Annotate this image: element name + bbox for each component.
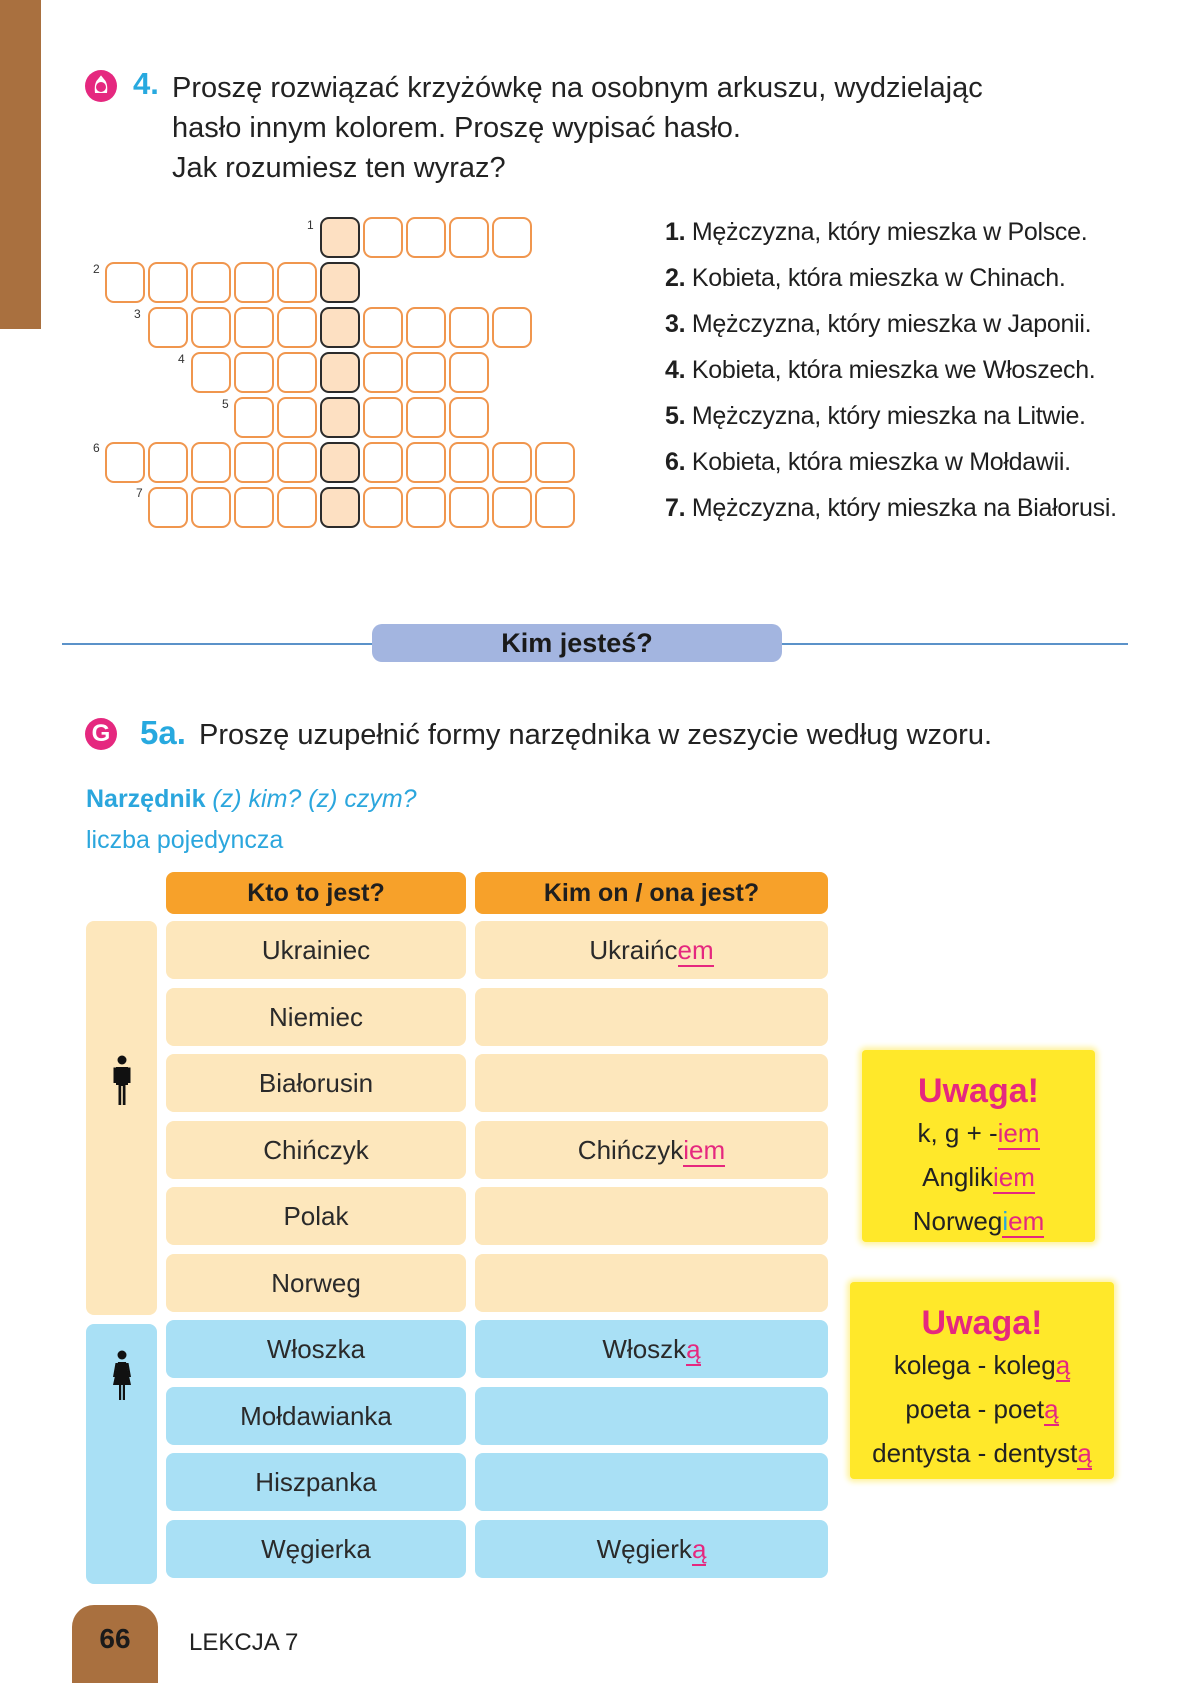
clue-item <box>665 494 1117 540</box>
crossword-cell <box>363 352 403 393</box>
crossword-cell <box>406 352 446 393</box>
side-strip <box>0 0 41 329</box>
crossword-clues <box>665 218 1117 540</box>
crossword-cell <box>234 352 274 393</box>
male-group <box>86 921 157 1315</box>
crossword-cell <box>277 487 317 528</box>
grammar-g-icon: G <box>85 718 117 750</box>
crossword-cell <box>406 487 446 528</box>
crossword-key-cell <box>320 352 360 393</box>
crossword-number: 1 <box>307 218 314 232</box>
exercise-4-number: 4. <box>133 66 159 101</box>
crossword-key-cell <box>320 217 360 258</box>
column-header-instrumental: Kim on / ona jest? <box>475 872 828 914</box>
crossword-cell <box>406 397 446 438</box>
clue-text: Mężczyzna, który mieszka na Litwie. <box>685 402 1086 430</box>
answer-stem: Chińczyk <box>577 1135 684 1165</box>
crossword-cell <box>363 307 403 348</box>
crossword-key-cell <box>320 397 360 438</box>
man-icon <box>110 1055 134 1107</box>
crossword-cell <box>449 307 489 348</box>
crossword-cell <box>492 442 532 483</box>
crossword-cell <box>406 217 446 258</box>
answer-stem: Ukraińc <box>589 935 678 965</box>
crossword-cell <box>148 442 188 483</box>
clue-number: 1. <box>665 218 686 246</box>
clue-number: 5. <box>665 402 686 430</box>
note-line: poeta - poetą <box>905 1394 1059 1424</box>
clue-text: Kobieta, która mieszka w Mołdawii. <box>685 448 1071 476</box>
table-cell-blank[interactable] <box>475 988 828 1046</box>
crossword-key-cell <box>320 442 360 483</box>
clue-item <box>665 310 1117 356</box>
crossword-cell <box>492 307 532 348</box>
crossword-cell <box>234 442 274 483</box>
answer-ending: ą <box>691 1534 707 1564</box>
note-line: dentysta - dentystą <box>872 1438 1092 1468</box>
note-title: Uwaga! <box>921 1304 1043 1342</box>
note-title: Uwaga! <box>918 1072 1039 1110</box>
clue-number: 7. <box>665 494 686 522</box>
table-cell-base: Włoszka <box>166 1320 466 1378</box>
grammar-heading <box>86 785 417 814</box>
crossword-cell <box>363 487 403 528</box>
table-cell-answer <box>475 921 828 979</box>
section-title: Kim jesteś? <box>372 624 782 662</box>
crossword-cell <box>363 442 403 483</box>
table-cell-base: Węgierka <box>166 1520 466 1578</box>
answer-stem: Włoszk <box>602 1334 687 1364</box>
grammar-questions: (z) kim? (z) czym? <box>205 785 417 813</box>
exercise-4-instruction <box>172 68 983 188</box>
clue-item <box>665 264 1117 310</box>
clue-text: Mężczyzna, który mieszka w Japonii. <box>685 310 1092 338</box>
crossword-cell <box>277 397 317 438</box>
crossword-cell <box>191 352 231 393</box>
crossword-cell <box>449 487 489 528</box>
crossword-key-cell <box>320 262 360 303</box>
table-cell-base: Polak <box>166 1187 466 1245</box>
crossword-cell <box>492 217 532 258</box>
clue-item <box>665 448 1117 494</box>
clue-text: Mężczyzna, który mieszka na Białorusi. <box>685 494 1117 522</box>
crossword-cell <box>105 262 145 303</box>
note-line: Anglikiem <box>922 1162 1035 1192</box>
clue-text: Kobieta, która mieszka we Włoszech. <box>685 356 1096 384</box>
table-cell-base: Mołdawianka <box>166 1387 466 1445</box>
crossword-number: 3 <box>134 307 141 321</box>
crossword-cell <box>191 487 231 528</box>
table-cell-answer <box>475 1320 828 1378</box>
note-line: kolega - kolegą <box>893 1350 1071 1380</box>
exercise-5a-number: 5a. <box>140 714 186 751</box>
table-cell-base: Hiszpanka <box>166 1453 466 1511</box>
crossword-cell <box>277 262 317 303</box>
crossword-cell <box>449 442 489 483</box>
exercise-5a-instruction: Proszę uzupełnić formy narzędnika w zeszycie według wzoru. <box>199 719 993 751</box>
female-group <box>86 1324 157 1584</box>
table-cell-base: Ukrainiec <box>166 921 466 979</box>
crossword-cell <box>234 397 274 438</box>
table-cell-base: Białorusin <box>166 1054 466 1112</box>
crossword-cell <box>492 487 532 528</box>
crossword-cell <box>234 262 274 303</box>
instruction-line: Proszę rozwiązać krzyżówkę na osobnym arkuszu, wydzielając <box>172 72 983 104</box>
clue-number: 3. <box>665 310 686 338</box>
crossword-cell <box>277 307 317 348</box>
table-cell-answer <box>475 1520 828 1578</box>
crossword-cell <box>363 397 403 438</box>
grammar-number: liczba pojedyncza <box>86 826 284 854</box>
crossword-cell <box>535 487 575 528</box>
clue-number: 4. <box>665 356 686 384</box>
table-cell-base: Chińczyk <box>166 1121 466 1179</box>
note-line: Norwegiem <box>912 1206 1045 1236</box>
woman-icon <box>110 1350 134 1402</box>
crossword-number: 5 <box>222 397 229 411</box>
crossword-key-cell <box>320 487 360 528</box>
clue-item <box>665 356 1117 402</box>
crossword-cell <box>105 442 145 483</box>
crossword-cell <box>234 487 274 528</box>
answer-ending: ą <box>686 1334 701 1364</box>
crossword-cell <box>363 217 403 258</box>
crossword-cell <box>406 307 446 348</box>
clue-item <box>665 218 1117 264</box>
head-icon <box>85 70 117 102</box>
note-line: k, g + -iem <box>917 1118 1040 1148</box>
lesson-label: LEKCJA 7 <box>189 1629 299 1656</box>
crossword-number: 2 <box>93 262 100 276</box>
crossword-cell <box>191 442 231 483</box>
table-cell-answer <box>475 1121 828 1179</box>
crossword-cell <box>234 307 274 348</box>
instruction-line: Jak rozumiesz ten wyraz? <box>172 152 506 184</box>
answer-ending: iem <box>683 1135 726 1165</box>
table-cell-base: Norweg <box>166 1254 466 1312</box>
crossword-key-cell <box>320 307 360 348</box>
clue-text: Kobieta, która mieszka w Chinach. <box>685 264 1066 292</box>
crossword-cell <box>449 352 489 393</box>
grammar-case: Narzędnik <box>86 785 206 813</box>
column-header-who: Kto to jest? <box>166 872 466 914</box>
crossword-number: 4 <box>178 352 185 366</box>
clue-number: 2. <box>665 264 686 292</box>
clue-text: Mężczyzna, który mieszka w Polsce. <box>685 218 1088 246</box>
crossword-cell <box>191 262 231 303</box>
crossword-cell <box>449 397 489 438</box>
crossword-number: 7 <box>136 486 143 500</box>
crossword-cell <box>277 352 317 393</box>
crossword-cell <box>148 487 188 528</box>
note-velar-ending <box>862 1050 1095 1242</box>
table-cell-blank[interactable] <box>475 1254 828 1312</box>
crossword-number: 6 <box>93 441 100 455</box>
crossword-cell <box>406 442 446 483</box>
answer-ending: em <box>677 935 714 965</box>
crossword-cell <box>277 442 317 483</box>
crossword-cell <box>449 217 489 258</box>
crossword-cell <box>148 262 188 303</box>
clue-item <box>665 402 1117 448</box>
instruction-line: hasło innym kolorem. Proszę wypisać hasło. <box>172 112 741 144</box>
crossword-cell <box>191 307 231 348</box>
note-masculine-a-nouns <box>850 1282 1114 1479</box>
answer-stem: Węgierk <box>596 1534 692 1564</box>
table-cell-blank[interactable] <box>475 1387 828 1445</box>
crossword-cell <box>148 307 188 348</box>
clue-number: 6. <box>665 448 686 476</box>
table-cell-blank[interactable] <box>475 1054 828 1112</box>
table-cell-base: Niemiec <box>166 988 466 1046</box>
page-number: 66 <box>99 1623 131 1654</box>
table-cell-blank[interactable] <box>475 1187 828 1245</box>
crossword-cell <box>535 442 575 483</box>
table-cell-blank[interactable] <box>475 1453 828 1511</box>
